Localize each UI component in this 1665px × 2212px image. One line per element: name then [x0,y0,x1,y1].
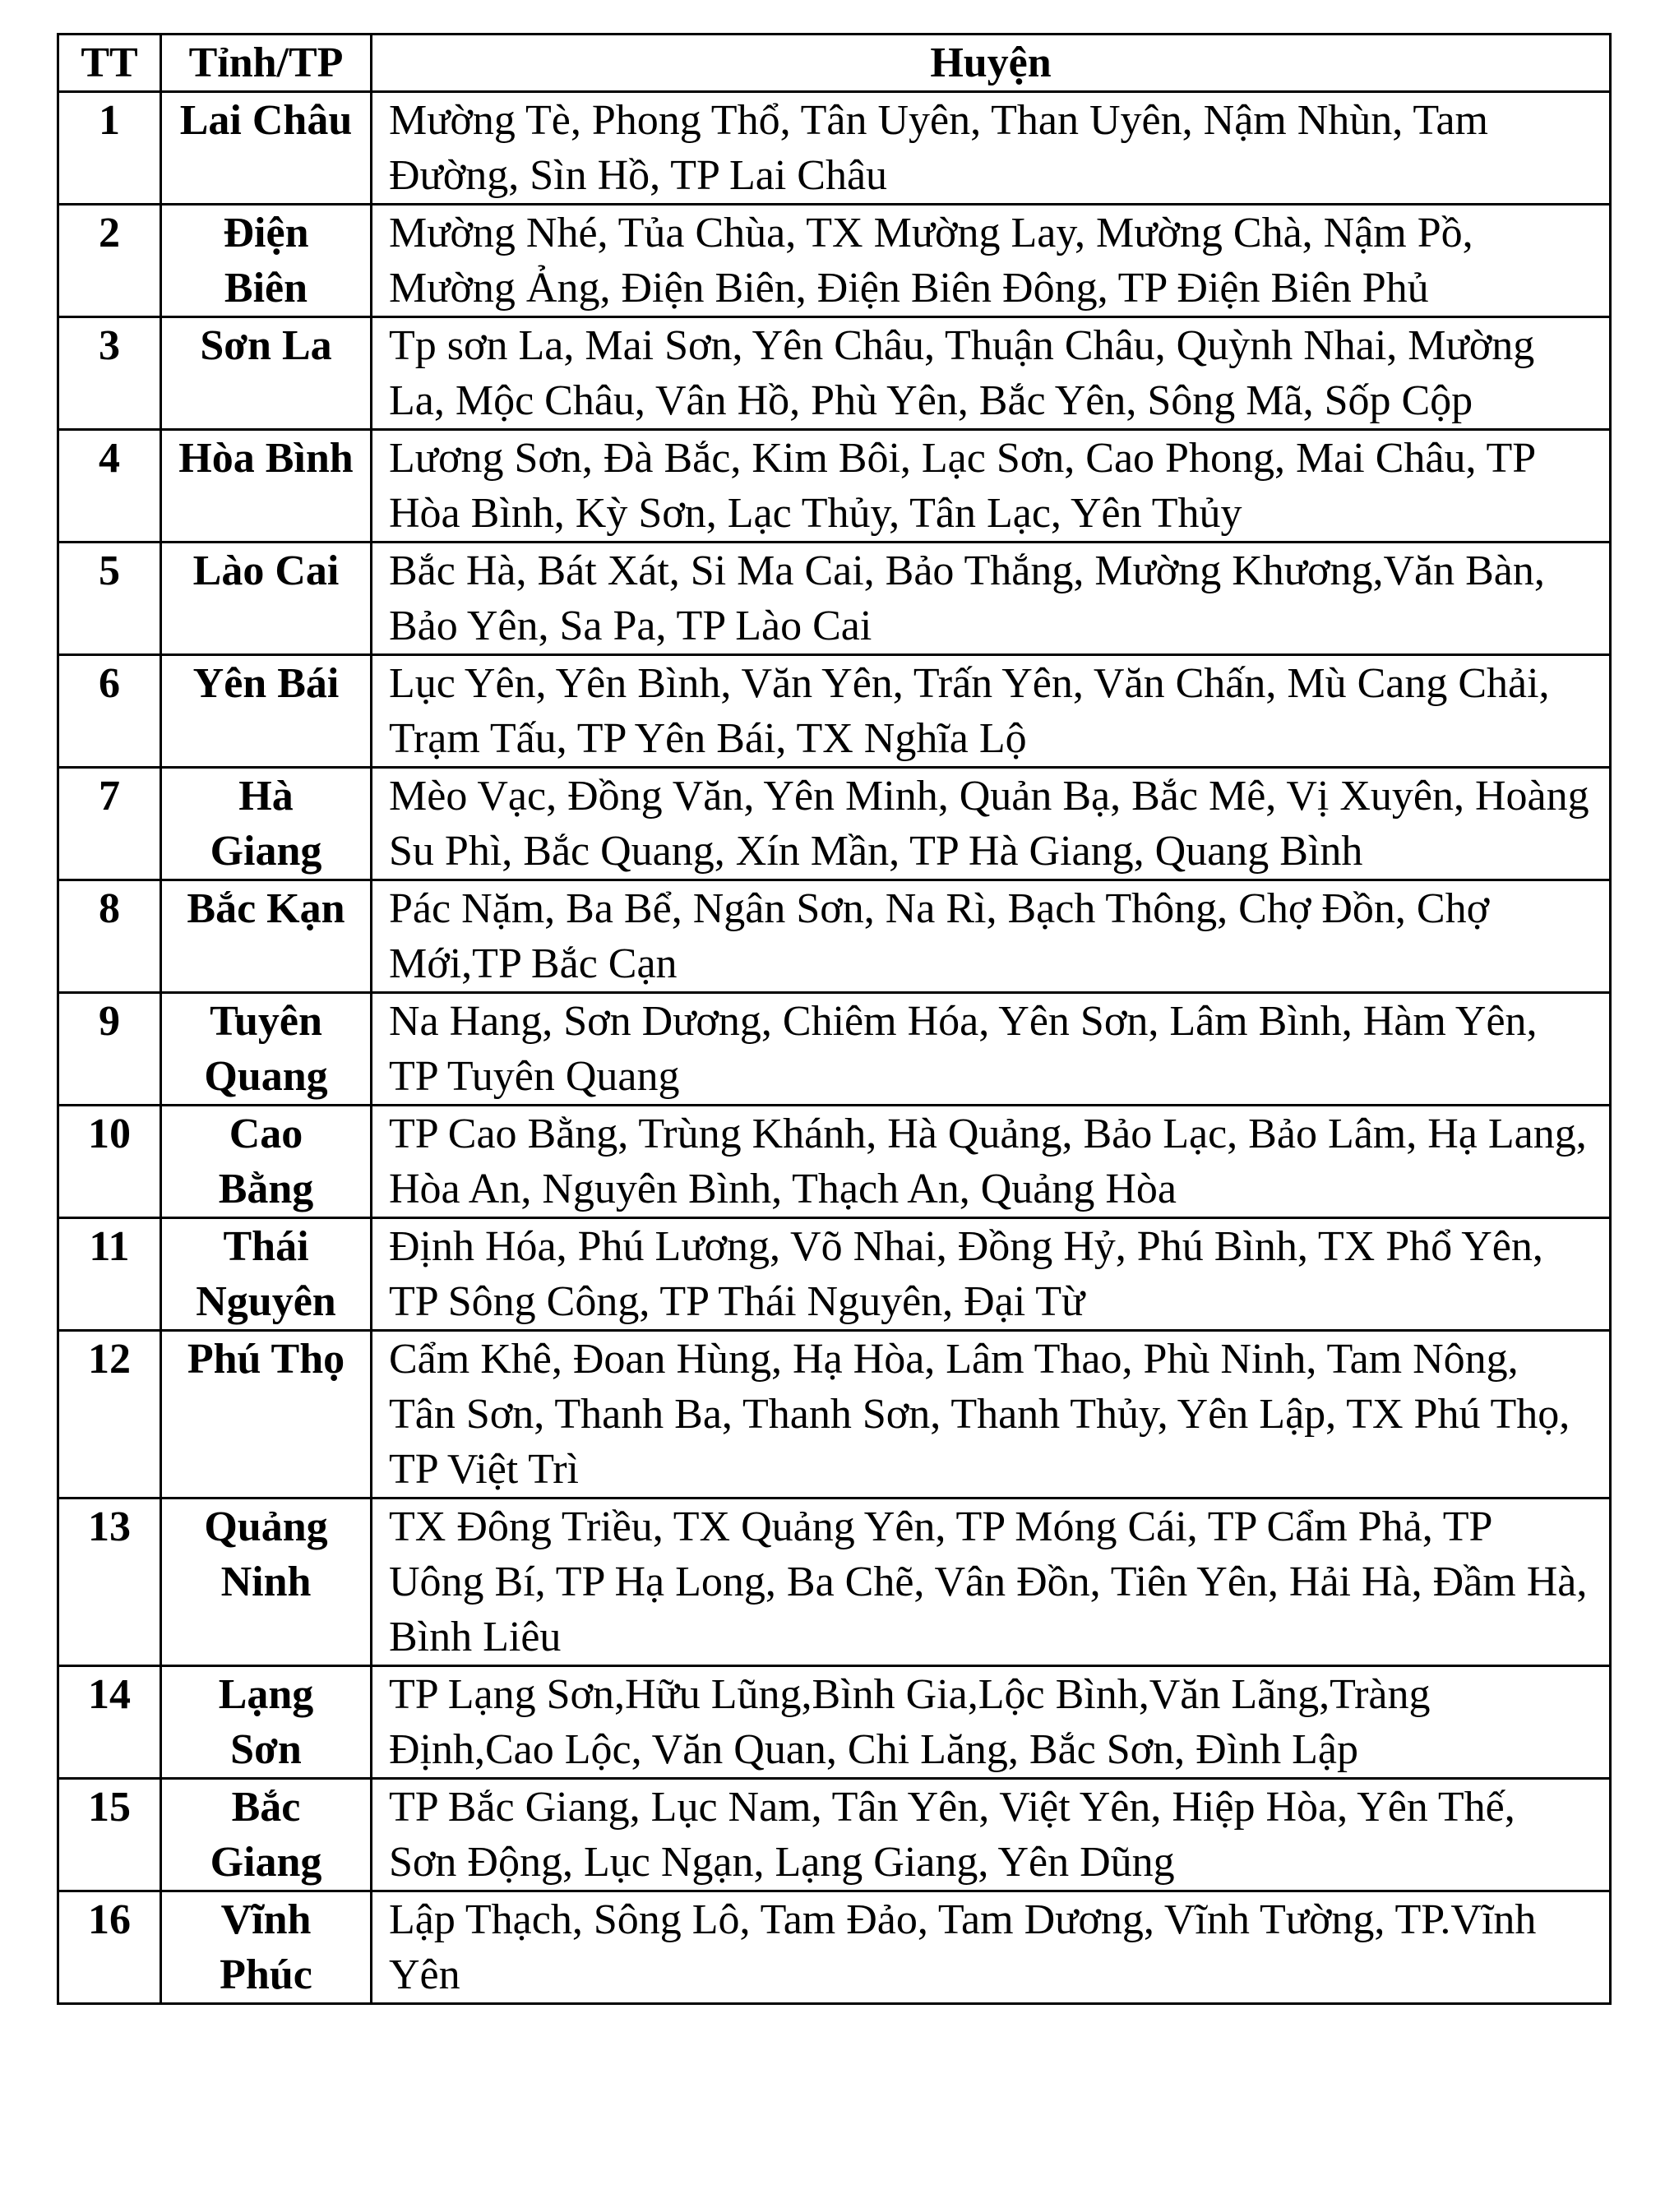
table-row [58,430,1611,543]
table-row [58,1499,1611,1666]
row-number: 11 [58,1218,161,1331]
row-number: 7 [58,768,161,880]
district-list: TP Cao Bằng, Trùng Khánh, Hà Quảng, Bảo Lạc, Bảo Lâm, Hạ Lang, Hòa An, Nguyên Bình, Thạch An, Quảng Hòa [372,1106,1611,1218]
row-number: 16 [58,1891,161,2004]
province-name: Tuyên Quang [161,993,372,1106]
province-name: Lai Châu [161,92,372,205]
table-row [58,1779,1611,1891]
header-districts: Huyện [372,35,1611,92]
header-tt: TT [58,35,161,92]
district-list: Mường Nhé, Tủa Chùa, TX Mường Lay, Mường Chà, Nậm Pồ, Mường Ảng, Điện Biên, Điện Biên Đông, TP Điện Biên Phủ [372,205,1611,317]
row-number: 6 [58,655,161,768]
row-number: 10 [58,1106,161,1218]
row-number: 9 [58,993,161,1106]
row-number: 3 [58,317,161,430]
province-name: Bắc Giang [161,1779,372,1891]
table-row [58,768,1611,880]
province-name: Vĩnh Phúc [161,1891,372,2004]
table-row [58,317,1611,430]
province-name: Bắc Kạn [161,880,372,993]
row-number: 12 [58,1331,161,1499]
table-row [58,655,1611,768]
header-province: Tỉnh/TP [161,35,372,92]
row-number: 2 [58,205,161,317]
row-number: 8 [58,880,161,993]
province-name: Lào Cai [161,543,372,655]
district-list: TX Đông Triều, TX Quảng Yên, TP Móng Cái, TP Cẩm Phả, TP Uông Bí, TP Hạ Long, Ba Chẽ, Vân Đồn, Tiên Yên, Hải Hà, Đầm Hà, Bình Liêu [372,1499,1611,1666]
table-row [58,1106,1611,1218]
district-list: Bắc Hà, Bát Xát, Si Ma Cai, Bảo Thắng, Mường Khương,Văn Bàn, Bảo Yên, Sa Pa, TP Lào Cai [372,543,1611,655]
table-row [58,1666,1611,1779]
table-row [58,880,1611,993]
district-list: Lục Yên, Yên Bình, Văn Yên, Trấn Yên, Văn Chấn, Mù Cang Chải, Trạm Tấu, TP Yên Bái, TX Nghĩa Lộ [372,655,1611,768]
province-name: Lạng Sơn [161,1666,372,1779]
province-name: Hà Giang [161,768,372,880]
table-row [58,1891,1611,2004]
province-name: Điện Biên [161,205,372,317]
district-list: Định Hóa, Phú Lương, Võ Nhai, Đồng Hỷ, Phú Bình, TX Phổ Yên, TP Sông Công, TP Thái Nguyên, Đại Từ [372,1218,1611,1331]
province-name: Hòa Bình [161,430,372,543]
district-list: Na Hang, Sơn Dương, Chiêm Hóa, Yên Sơn, Lâm Bình, Hàm Yên, TP Tuyên Quang [372,993,1611,1106]
row-number: 5 [58,543,161,655]
row-number: 4 [58,430,161,543]
district-list: Cẩm Khê, Đoan Hùng, Hạ Hòa, Lâm Thao, Phù Ninh, Tam Nông, Tân Sơn, Thanh Ba, Thanh Sơn, Thanh Thủy, Yên Lập, TX Phú Thọ, TP Việt Trì [372,1331,1611,1499]
district-list: Tp sơn La, Mai Sơn, Yên Châu, Thuận Châu, Quỳnh Nhai, Mường La, Mộc Châu, Vân Hồ, Phù Yên, Bắc Yên, Sông Mã, Sốp Cộp [372,317,1611,430]
table-header-row [58,35,1611,92]
district-list: Mường Tè, Phong Thổ, Tân Uyên, Than Uyên, Nậm Nhùn, Tam Đường, Sìn Hồ, TP Lai Châu [372,92,1611,205]
row-number: 15 [58,1779,161,1891]
table-row [58,543,1611,655]
table-row [58,1331,1611,1499]
district-list: Lương Sơn, Đà Bắc, Kim Bôi, Lạc Sơn, Cao Phong, Mai Châu, TP Hòa Bình, Kỳ Sơn, Lạc Thủy, Tân Lạc, Yên Thủy [372,430,1611,543]
province-name: Thái Nguyên [161,1218,372,1331]
district-list: Pác Nặm, Ba Bể, Ngân Sơn, Na Rì, Bạch Thông, Chợ Đồn, Chợ Mới,TP Bắc Cạn [372,880,1611,993]
province-name: Cao Bằng [161,1106,372,1218]
row-number: 13 [58,1499,161,1666]
district-list: Lập Thạch, Sông Lô, Tam Đảo, Tam Dương, Vĩnh Tường, TP.Vĩnh Yên [372,1891,1611,2004]
row-number: 14 [58,1666,161,1779]
table-row [58,92,1611,205]
district-table [57,33,1612,2005]
district-list: Mèo Vạc, Đồng Văn, Yên Minh, Quản Bạ, Bắc Mê, Vị Xuyên, Hoàng Su Phì, Bắc Quang, Xín Mần, TP Hà Giang, Quang Bình [372,768,1611,880]
district-list: TP Lạng Sơn,Hữu Lũng,Bình Gia,Lộc Bình,Văn Lãng,Tràng Định,Cao Lộc, Văn Quan, Chi Lăng, Bắc Sơn, Đình Lập [372,1666,1611,1779]
province-name: Phú Thọ [161,1331,372,1499]
province-name: Quảng Ninh [161,1499,372,1666]
district-list: TP Bắc Giang, Lục Nam, Tân Yên, Việt Yên, Hiệp Hòa, Yên Thế, Sơn Động, Lục Ngạn, Lạng Giang, Yên Dũng [372,1779,1611,1891]
table-row [58,1218,1611,1331]
province-name: Sơn La [161,317,372,430]
table-row [58,205,1611,317]
row-number: 1 [58,92,161,205]
table-row [58,993,1611,1106]
province-name: Yên Bái [161,655,372,768]
